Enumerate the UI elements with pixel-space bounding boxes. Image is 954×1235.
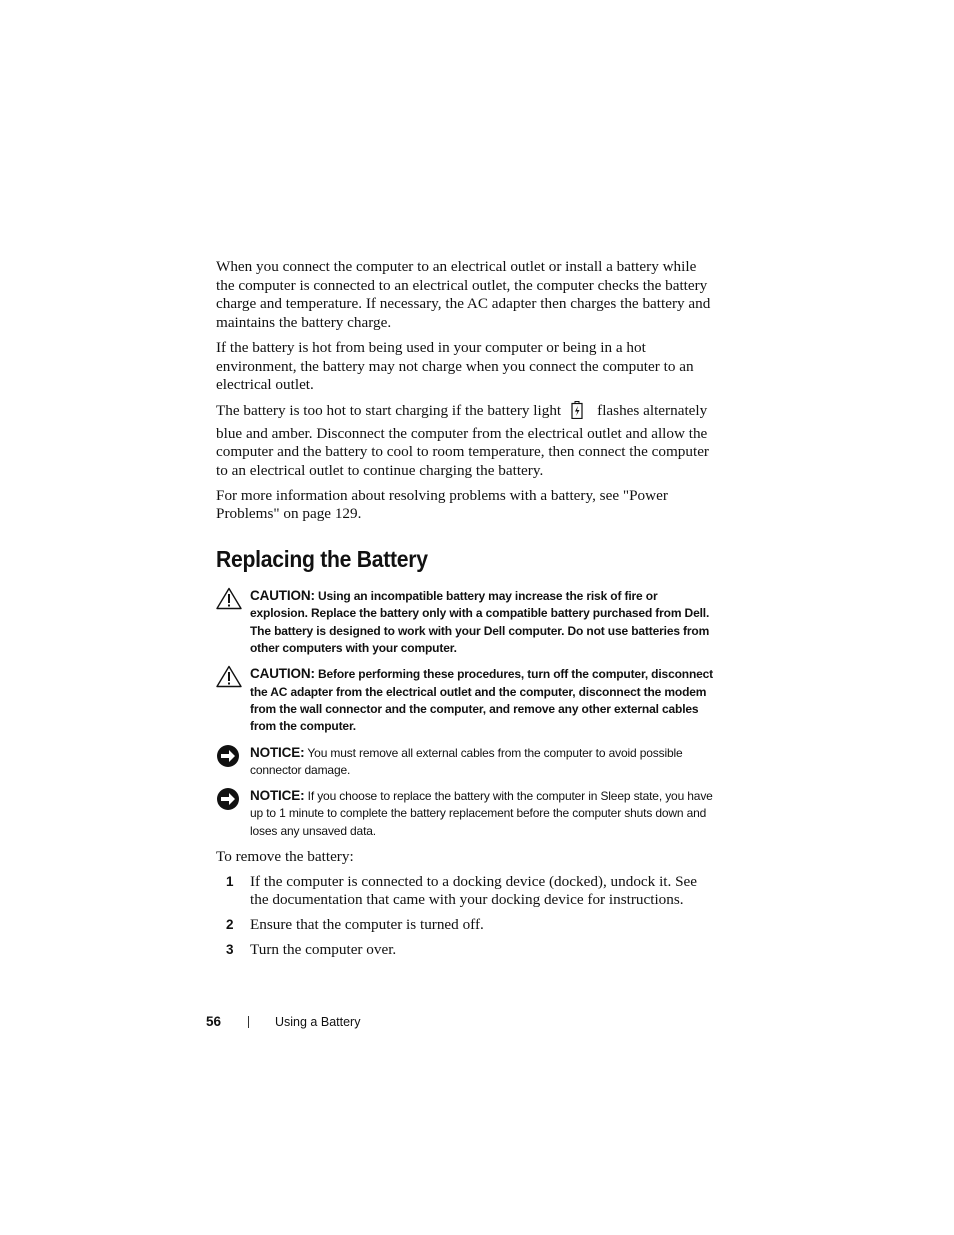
section-heading: Replacing the Battery: [216, 546, 428, 573]
caution-label: CAUTION:: [250, 666, 315, 682]
caution-text: Before performing these procedures, turn off the computer, disconnect the AC adapter from the electrical outlet and the computer, disconnect the modem from the wall connector and the computer, and remove any other external cables from the computer.: [250, 667, 714, 734]
battery-light-icon: [571, 401, 583, 425]
notice-text: You must remove all external cables from the computer to avoid possible connector damage.: [250, 745, 683, 777]
caution-note-2: [216, 665, 716, 735]
page-number: 56: [206, 1014, 222, 1029]
notice-note-1: [216, 744, 716, 780]
caution-note-1: [216, 587, 716, 657]
warning-triangle-icon: [216, 587, 250, 657]
paragraph-hot-battery: If the battery is hot from being used in your computer or being in a hot environment, the battery may not charge when you connect the computer to an electrical outlet.: [216, 338, 694, 394]
notice-label: NOTICE:: [250, 788, 305, 804]
caution-label: CAUTION:: [250, 588, 315, 604]
notice-note-2: [216, 787, 716, 840]
notice-arrow-icon: [216, 744, 250, 780]
list-item: [216, 916, 716, 935]
step-number: 2: [226, 917, 234, 933]
paragraph-battery-light-a: The battery is too hot to start charging if the battery light: [216, 401, 562, 419]
paragraph-charging: When you connect the computer to an electrical outlet or install a battery while the computer is connected to an electrical outlet, the computer checks the battery charge and temperature. If necessary, the AC adapter then charges the battery and maintains the battery charge.: [216, 258, 711, 332]
paragraph-battery-light: [216, 401, 716, 481]
footer-divider: [248, 1016, 249, 1028]
notice-label: NOTICE:: [250, 744, 305, 760]
page-footer: [206, 1014, 360, 1029]
list-item: [216, 941, 716, 960]
footer-section-title: Using a Battery: [275, 1014, 361, 1029]
list-item: [216, 873, 716, 910]
paragraph-battery-light-b: flashes alternately blue and amber. Disconnect the computer from the electrical outlet and allow the computer and the battery to cool to room temperature, then connect the computer to an electrical outlet to continue charging the battery.: [216, 401, 709, 480]
notice-arrow-icon: [216, 787, 250, 840]
page-content: [216, 258, 716, 966]
step-text: Ensure that the computer is turned off.: [250, 916, 484, 934]
step-number: 3: [226, 941, 234, 957]
paragraph-more-info: For more information about resolving problems with a battery, see "Power Problems" on page 129.: [216, 486, 668, 523]
procedure-intro: To remove the battery:: [216, 848, 354, 865]
procedure-steps: [216, 873, 716, 960]
caution-text: Using an incompatible battery may increase the risk of fire or explosion. Replace the battery only with a compatible battery purchased from Dell. The battery is designed to work with your Dell computer. Do not use batteries from other computers with your computer.: [250, 589, 710, 656]
warning-triangle-icon: [216, 665, 250, 735]
step-text: Turn the computer over.: [250, 940, 397, 958]
step-text: If the computer is connected to a docking device (docked), undock it. See the documentation that came with your docking device for instructions.: [250, 872, 698, 909]
step-number: 1: [226, 873, 234, 889]
notice-text: If you choose to replace the battery with the computer in Sleep state, you have up to 1 minute to complete the battery replacement before the computer shuts down and loses any unsaved data.: [250, 789, 713, 838]
